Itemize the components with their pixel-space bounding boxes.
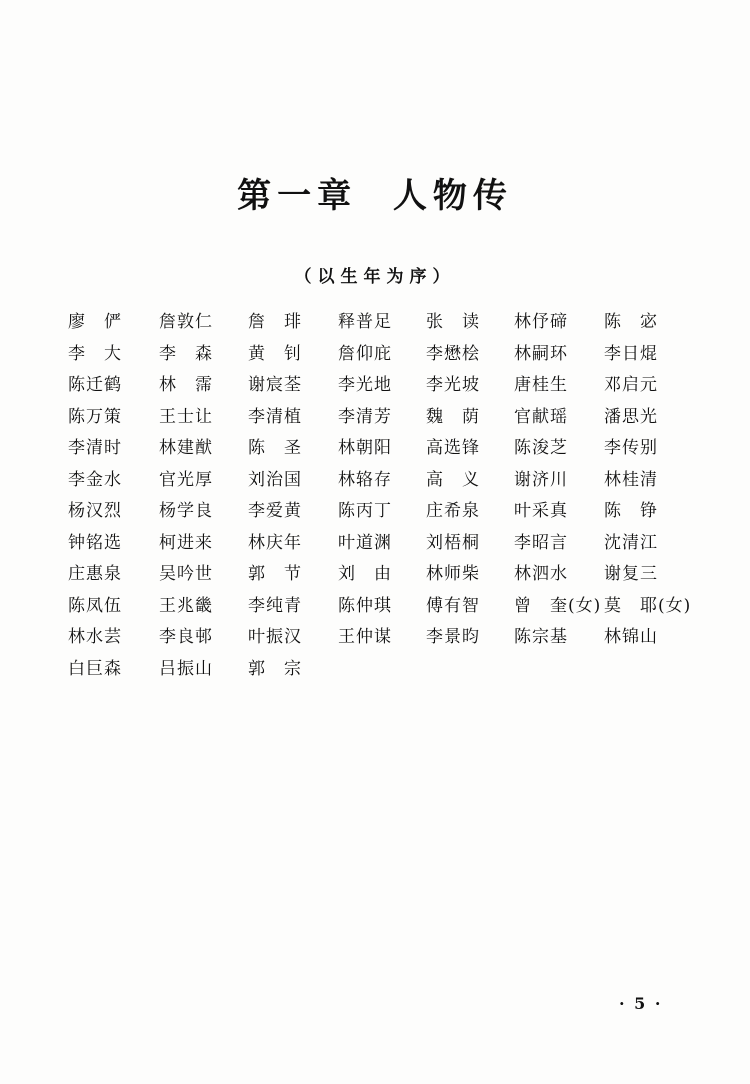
person-name: 李传别 [604, 438, 658, 458]
person-name: 王兆畿 [159, 595, 213, 616]
person-name: 林朝阳 [338, 438, 392, 458]
person-name: 杨学良 [159, 501, 213, 521]
person-name: 谢复三 [604, 564, 658, 584]
person-name: 高选锋 [426, 438, 480, 458]
person-name: 潘思光 [604, 406, 658, 427]
name-row [68, 308, 708, 340]
person-name: 林辂存 [338, 469, 392, 490]
chapter-title: 第一章 人物传 [237, 176, 513, 216]
person-name: 李爱黄 [248, 501, 302, 521]
person-name: 林水芸 [68, 627, 122, 647]
person-name: 李光地 [338, 375, 392, 395]
person-name: 吕振山 [159, 658, 213, 679]
person-name: 柯进来 [159, 532, 213, 553]
person-name: 沈清江 [604, 532, 658, 553]
person-name: 李纯青 [248, 595, 302, 616]
person-name: 莫 耶(女) [604, 595, 692, 616]
person-name: 林 霈 [159, 375, 213, 395]
person-name: 陈 铮 [604, 501, 658, 521]
person-name: 钟铭选 [68, 532, 122, 553]
person-name: 陈仲琪 [338, 595, 392, 616]
person-name: 叶道渊 [338, 532, 392, 553]
person-name: 唐桂生 [514, 375, 568, 395]
person-name: 詹仰庇 [338, 343, 392, 364]
person-name: 李 森 [159, 343, 213, 364]
person-name: 邓启元 [604, 375, 658, 395]
name-row [68, 466, 708, 498]
person-name: 叶振汉 [248, 627, 302, 647]
person-name: 廖 俨 [68, 312, 122, 332]
name-row [68, 623, 708, 655]
person-name: 陈凤伍 [68, 595, 122, 616]
person-name: 陈浚芝 [514, 438, 568, 458]
person-name: 詹敦仁 [159, 312, 213, 332]
person-name: 林泗水 [514, 564, 568, 584]
person-name: 谢济川 [514, 469, 568, 490]
name-row [68, 497, 708, 529]
person-name: 林伃碲 [514, 312, 568, 332]
person-name: 李清芳 [338, 406, 392, 427]
person-name: 李景昀 [426, 627, 480, 647]
name-row [68, 560, 708, 592]
person-name: 刘梧桐 [426, 532, 480, 553]
person-name: 李光坡 [426, 375, 480, 395]
name-row [68, 529, 708, 561]
person-name: 黄 钊 [248, 343, 302, 364]
person-name: 林师柴 [426, 564, 480, 584]
person-name: 陈 圣 [248, 438, 302, 458]
page-number: · 5 · [619, 994, 663, 1013]
person-name: 庄希泉 [426, 501, 480, 521]
person-name: 李清时 [68, 438, 122, 458]
person-name: 官献瑶 [514, 406, 568, 427]
person-name: 李金水 [68, 469, 122, 490]
person-name: 谢宸荃 [248, 375, 302, 395]
person-name: 林庆年 [248, 532, 302, 553]
person-name: 陈迁鹤 [68, 375, 122, 395]
person-name: 张 读 [426, 312, 480, 332]
person-name: 高 义 [426, 469, 480, 490]
person-name: 魏 荫 [426, 406, 480, 427]
person-name: 刘治国 [248, 469, 302, 490]
biography-name-list [68, 308, 708, 686]
person-name: 李懋桧 [426, 343, 480, 364]
name-row [68, 371, 708, 403]
person-name: 李昭言 [514, 532, 568, 553]
person-name: 陈丙丁 [338, 501, 392, 521]
name-row [68, 340, 708, 372]
person-name: 释普足 [338, 312, 392, 332]
person-name: 林锦山 [604, 627, 658, 647]
person-name: 白巨森 [68, 658, 122, 679]
person-name: 刘 由 [338, 564, 392, 584]
person-name: 吴吟世 [159, 564, 213, 584]
person-name: 李 大 [68, 343, 122, 364]
person-name: 林建猷 [159, 438, 213, 458]
person-name: 王仲谋 [338, 627, 392, 647]
person-name: 杨汉烈 [68, 501, 122, 521]
person-name: 陈 宓 [604, 312, 658, 332]
person-name: 曾 奎(女) [514, 595, 602, 616]
person-name: 李清植 [248, 406, 302, 427]
person-name: 陈万策 [68, 406, 122, 427]
chapter-subtitle: （以生年为序） [294, 267, 456, 287]
person-name: 林桂清 [604, 469, 658, 490]
person-name: 叶采真 [514, 501, 568, 521]
person-name: 陈宗基 [514, 627, 568, 647]
name-row [68, 403, 708, 435]
person-name: 郭 宗 [248, 658, 302, 679]
person-name: 李日焜 [604, 343, 658, 364]
name-row [68, 592, 708, 624]
person-name: 郭 节 [248, 564, 302, 584]
person-name: 詹 琲 [248, 312, 302, 332]
person-name: 林嗣环 [514, 343, 568, 364]
name-row [68, 434, 708, 466]
person-name: 王士让 [159, 406, 213, 427]
person-name: 官光厚 [159, 469, 213, 490]
person-name: 傅有智 [426, 595, 480, 616]
person-name: 李良邨 [159, 627, 213, 647]
person-name: 庄惠泉 [68, 564, 122, 584]
name-row [68, 655, 708, 687]
